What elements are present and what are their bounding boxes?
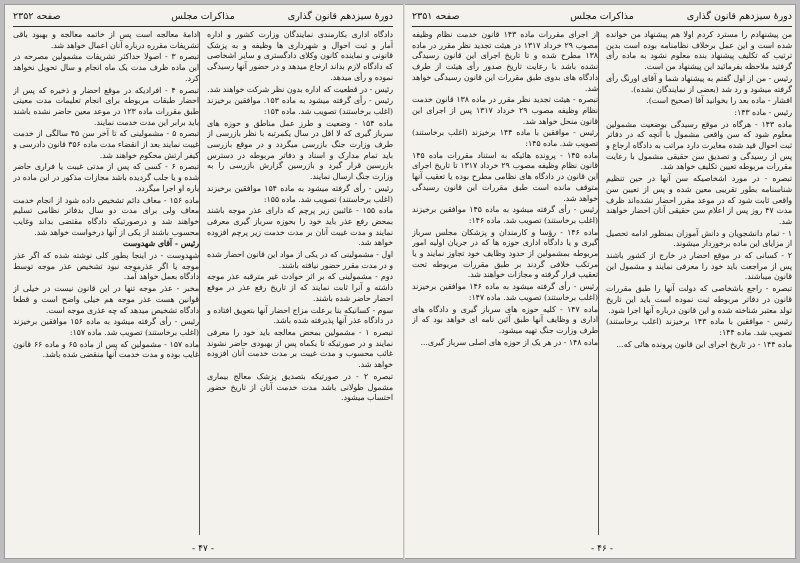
right-header-series: دورهٔ سیزدهم قانون گذاری [686, 11, 792, 22]
left-page [7, 4, 399, 559]
paragraph: رئیس - ماده ۱۴۳: [734, 107, 792, 117]
paragraph: ماده ۱۴۷ - کلیه حوزه های سرباز گیری و دادگاه های اداری و وظایف آنها طبق آئین نامه ای خواهد بود که از طرف وزارت جنگ تهیه میشود. [412, 304, 598, 335]
left-page-footer: - ۴۷ - [192, 544, 214, 554]
paragraph: ماده ۱۴۸ - در هر یک از حوزه های اصلی سرباز گیری... [420, 337, 598, 347]
paragraph: اول - مشمولینی که در یکی از مواد این قانون احضار شده و در مدت مقرر حضور نیافته باشند. [207, 250, 393, 270]
paragraph: تبصره ۳ - اصولا حداکثر تشریفات مشمولین مصرحه در این ماده ظرف مدت یک ماه انجام و سال تحویل نخواهد کرد. [13, 52, 199, 83]
paragraph: تبصره ۲ - در صورتیکه بتصدیق پزشک معالج بیماری مشمول طولانی باشد مدت خدمت آنان از تاریخ حضور احتساب میشود. [207, 371, 393, 403]
paragraph: رئیس - من از اول گفتم به پیشنهاد شما و آقای اورنگ رأی گرفته میشود و رد شد (بعضی از نمایندگان نشده). [606, 73, 792, 94]
paragraph: رئیس - رأی گرفته میشود به ماده ۱۴۵ موافقین برخیزند (اغلب برخاستند) تصویب شد. ماده ۱۴۶: [412, 205, 598, 225]
paragraph: ۱ - تمام دانشجویان و دانش آموزان بمنظور ادامه تحصیل از مزایای این ماده برخوردار میشوند. [606, 228, 792, 249]
paragraph: از اجرای مقررات ماده ۱۴۳ قانون خدمت نظام وظیفه مصوب ۲۹ خرداد ۱۳۱۷ در هیئت تجدید نظر مقرر در ماده ۱۳۸ مطرح شده و تا تاریخ اجرای این قانون رسیدگی نشده باشد با رعایت تاریخ صدور رأی هیئت از طرف دادگاه های بدوی طبق مقررات این قانون رسیدگی خواهد شد. [412, 30, 598, 93]
paragraph: دادگاه اداری بکارمندی نمایندگان وزارت کشور و اداره آمار و ثبت احوال و شهرداری ها وظیفه و به پزشک قانونی و نماینده کانون وکلای دادگستری و سایر اشخاصی که دادگاه لازم بداند ارجاع میدهد و در حضور آنها رسیدگی نموده و رأی میدهد. [207, 30, 393, 82]
paragraph: دوم - مشمولینی که بر اثر حوادث غیر مترقبه عذر موجه داشته و آنرا ثابت نمایند که از تاریخ رفع عذر در موقع احضار حاضر شده باشند. [207, 272, 393, 303]
left-header-series: دورهٔ سیزدهم قانون گذاری [287, 11, 393, 22]
paragraph: رئیس - در قطعیت که اداره بدون نظر شرکت خواهند شد. [207, 84, 393, 94]
paragraph: مخبر - عذر موجه تنها در این قانون نیست در خیلی از قوانین هست عذر موجه هم خیلی واضح است و قطعا دادگاه تشخیص میدهد که چه عذری موجه است. [13, 284, 199, 315]
paragraph: رئیس - رأی گرفته میشود به ماده ۱۵۶ موافقین برخیزند (اغلب برخاستند) تصویب شد. ماده ۱۵۷: [13, 317, 199, 337]
paragraph: من پیشنهادم را مسترد کردم اولا هم پیشنهاد من خوانده شده است و این عمل برخلاف نظامنامه بوده است بدین ترتیب که تکلیف پیشنهاد بنده معلوم نشود به ماده رأی گرفتید ملاحظه بفرمائید این پیشنهاد من است. [606, 30, 792, 72]
paragraph: ماده ۱۴۶ - رؤسا و کارمندان و پزشکان مجلس سرباز گیری و یا دادگاه اداری حوزه ها که در جریان اولیه امور مربوطه بمشمولین از حدود وظایف خود تجاوز نمایند و یا مرتکب خلافی گردند بر طبق مقررات مربوطه تحت تعقیب قرار گرفته و مجازات خواهند شد. [412, 227, 598, 280]
paragraph: رئیس - رأی گرفته میشود به ماده ۱۴۶ موافقین برخیزند (اغلب برخاستند) تصویب شد. ماده ۱۴۷: [412, 282, 598, 302]
right-page-column-right [606, 30, 792, 537]
paragraph: ماده ۱۵۴ - وضعیت و طرز عمل مناطق و حوزه های سرباز گیری که لا اقل در سال یکمرتبه با نظر بازرسی از طرف وزارت جنگ بازرسی میگردد و در موقع بازرسی باید تمام مدارک و اسناد و دفاتر مربوطه در دسترس بازرسین قرار گیرد و بازرسین گزارش بازرسی را به وزارت جنگ ارسال نمایند. [207, 118, 393, 182]
left-page-column-right [207, 30, 393, 537]
right-header-section: مذاکرات مجلس [570, 11, 634, 22]
paragraph: ماده ۱۵۵ - غائبین زیر پرچم که دارای عذر موجه باشند بمحض رفع عذر باید خود را بحوزه سرباز گیری معرفی نمایند و مدت غیبت آنان بر مدت خدمت زیر پرچم افزوده خواهد شد. [207, 206, 393, 248]
right-page-column-divider [598, 32, 599, 535]
paragraph: ماده ۱۴۵ - پرونده هائیکه به استناد مقررات ماده ۱۴۵ قانون نظام وظیفه مصوب ۲۹ خرداد ۱۳۱۷ تا تاریخ اجرای این قانون در دادگاه های نظامی مطرح بوده یا تعقیب آنها متوقف مانده است طبق مقررات این قانون رسیدگی خواهد شد. [412, 150, 598, 203]
right-page-footer: - ۴۶ - [591, 544, 613, 554]
paragraph: ۲ - کسانی که در موقع احضار در خارج از کشور باشند پس از مراجعت باید خود را معرفی نمایند و مشمول این قانون میباشند. [606, 251, 792, 282]
paragraph: ادامهٔ معالجه است پس از خاتمه معالجه و بهبود باقی تشریفات مقرره درباره آنان اعمال خواهد شد. [13, 30, 199, 50]
paragraph: رئیس - رأی گرفته میشود به ماده ۱۵۳. موافقین برخیزند (اغلب برخاستند) تصویب شد. ماده ۱۵۴: [207, 96, 393, 116]
paragraph: تبصره - هیئت تجدید نظر مقرر در ماده ۱۳۸ قانون خدمت نظام وظیفه مصوب ۲۹ خرداد ۱۳۱۷ پس از اجرای این قانون منحل خواهد شد. [412, 95, 598, 126]
paragraph: افشار - ماده بعد را بخوانید آقا (صحیح است). [646, 96, 792, 106]
left-page-column-divider [199, 32, 200, 535]
paragraph: رئیس - موافقین با ماده ۱۴۴ برخیزند (اغلب برخاستند) تصویب شد. ماده ۱۴۵: [412, 128, 598, 149]
paragraph: رئیس - آقای شهدوست [122, 239, 199, 249]
paragraph: ماده ۱۵۶ - معاف دائم تشخیص داده شود از انجام خدمت معاف ولی برای مدت دو سال بدفاتر نظامی تسلیم خواهند شد و درصورتیکه دادگاه مقتضی بداند وغایب محسوب باشند از یکی از آنها درخواست خواهد شد. [13, 195, 199, 237]
paragraph: رئیس - رأی گرفته میشود به ماده ۱۵۴ موافقین برخیزند (اغلب برخاستند) تصویب شد. ماده ۱۵۵: [207, 183, 393, 204]
paragraph: ماده ۱۴۳ - هرگاه در موقع رسیدگی بوضعیت مشمولین معلوم شود که سن واقعی مشمول با آنچه که در دفاتر ثبت احوال قید شده مغایرت دارد مراتب به دادگاه ارجاع و پس از رسیدگی و تصدیق سن حقیقی مشمول با رعایت مقررات مربوطه تعیین تکلیف خواهد شد. [606, 119, 792, 172]
right-page-header [412, 10, 792, 27]
left-header-page-number: صفحه ۲۳۵۲ [13, 11, 61, 22]
left-header-section: مذاکرات مجلس [171, 11, 235, 22]
paragraph: ماده ۱۴۴ - در تاریخ اجرای این قانون پرونده هائی که... [616, 339, 792, 349]
paragraph: تبصره ۴ - افرادیکه در موقع احضار و ذخیره که پس از احضار طبقات مربوطه برای انجام تعلیمات مدت معینی طبق مقررات ماده ۱۲۳ در موعد معین حاضر نشده باشند باید برابر این مدت خدمت نمایند. [13, 85, 199, 127]
book-gutter [403, 4, 405, 559]
paragraph: سوم - کسانیکه بنا برعلت مزاج احضار آنها بتعویق افتاده و در دادگاه عذر آنها پذیرفته شده باشد. [207, 305, 393, 326]
book-spread [4, 4, 796, 559]
paragraph: تبصره ۱ - مشمولین بمحض معالجه باید خود را معرفی نمایند و در صورتیکه تا یکماه پس از بهبودی حاضر نشوند غائب محسوب و مدت غیبت بر مدت خدمت آنان افزوده خواهد شد. [207, 327, 393, 370]
left-page-column-left [13, 30, 199, 537]
paragraph: تبصره ۶ - کسی که پس از مدتی غیبت یا فراری حاضر شده و یا جلب گردیده باشد مجازات مذکور در این ماده در باره او اجرا میگردد. [13, 162, 199, 193]
paragraph: شهدوست - در اینجا بطور کلی نوشته شده که اگر عذر موجه یا اگر عذرموجه نبود تشخیص عذر موجه توسط دادگاه بعمل خواهد آمد. [13, 251, 199, 282]
right-header-page-number: صفحه ۲۳۵۱ [412, 11, 460, 22]
right-page [406, 4, 798, 559]
left-page-header [13, 10, 393, 27]
paragraph: تبصره ۵ - مشمولینی که تا آخر سن ۴۵ سالگی از خدمت غیبت نمایند بعد از انقضاء مدت ماده ۳۵۶ قانون دادرسی و کیفر ارتش محکوم خواهند شد. [13, 129, 199, 160]
paragraph: تبصره - راجع باشخاصی که دولت آنها را طبق مقررات قانون در دفاتر مربوطه ثبت نموده است باید این تاریخ تولد معتبر شناخته شده و این قانون درباره آنها اجرا شود. [606, 284, 792, 315]
paragraph: تبصره - در مورد اشخاصیکه سن آنها در حین تنظیم شناسنامه بطور تقریبی معین شده و پس از تعیین سن واقعی ثابت شود که در موعد مقرر احضار نشده‌اند ظرف مدت ۴۷ روز پس از اعلام سن حقیقی آنان احضار خواهند شد. [606, 174, 792, 226]
right-page-column-left [412, 30, 598, 537]
paragraph: رئیس - موافقین با ماده ۱۴۳ برخیزند (اغلب برخاستند) تصویب شد. ماده ۱۴۴: [606, 317, 792, 337]
paragraph: ماده ۱۵۷ - مشمولین که پس از ماده ۶۵ و ماده ۶۶ قانون غایب بوده و مدت خدمت آنها منقضی شده باشد. [13, 339, 199, 360]
